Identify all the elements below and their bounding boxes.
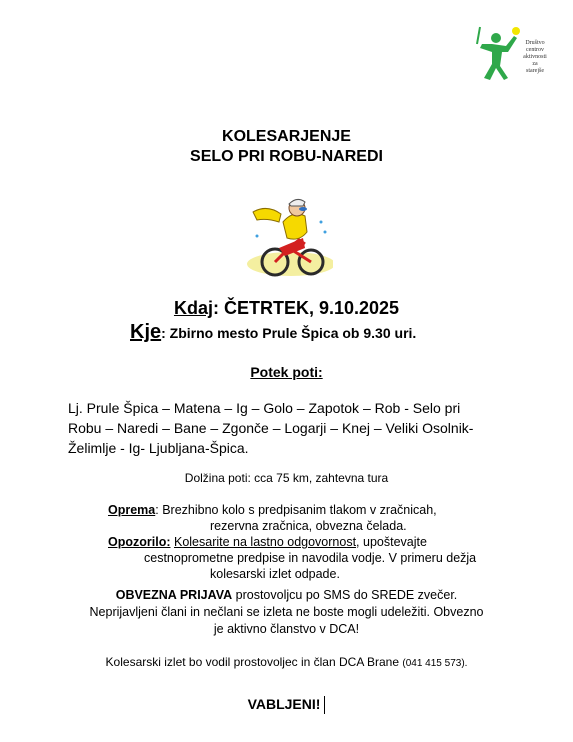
trip-leader <box>0 655 573 669</box>
route-length: Dolžina poti: cca 75 km, zahtevna tura <box>184 471 389 485</box>
when-label: Kdaj <box>173 298 213 318</box>
logo-line: za <box>532 61 538 67</box>
logo-text <box>518 40 552 75</box>
leader-text: Kolesarski izlet bo vodil prostovoljec in član DCA Brane <box>105 655 400 669</box>
event-date <box>0 298 573 319</box>
equipment-section <box>108 502 476 582</box>
warning-line: cestnoprometne predpise in navodila vodje. V primeru dežja <box>144 551 477 565</box>
logo-line: Društvo <box>525 40 545 46</box>
warning-underlined: Kolesarite na lastno odgovornost <box>173 535 357 549</box>
route-heading: Potek poti: <box>250 364 323 380</box>
registration-text: prostovoljcu po SMS do SREDE zvečer. <box>232 588 458 602</box>
text-cursor <box>324 696 325 714</box>
equipment-line <box>108 502 476 518</box>
event-location <box>130 321 416 344</box>
registration-label: OBVEZNA PRIJAVA <box>115 588 233 602</box>
leader-phone: (041 415 573). <box>402 658 468 669</box>
equipment-label: Oprema <box>108 503 156 517</box>
cyclist-icon <box>233 192 333 282</box>
when-value: : ČETRTEK, 9.10.2025 <box>212 298 400 318</box>
warning-line <box>108 534 476 550</box>
where-label: Kje <box>130 321 162 343</box>
cyclist-illustration <box>233 192 333 282</box>
route-line: Robu – Naredi – Bane – Zgonče – Logarji – Knej – Veliki Osolnik- <box>68 420 474 436</box>
registration-line: Neprijavljeni člani in nečlani se izleta ne boste mogli udeležiti. Obvezno <box>89 605 484 619</box>
welcome-text <box>0 696 573 714</box>
event-title <box>0 127 573 167</box>
logo-line: starejše <box>526 68 544 74</box>
welcome-label: VABLJENI! <box>247 696 321 712</box>
dca-logo <box>470 22 550 92</box>
equipment-text: : Brezhibno kolo s predpisanim tlakom v zračnicah, <box>155 503 437 517</box>
registration-line: je aktivno članstvo v DCA! <box>213 622 360 636</box>
warning-label: Opozorilo: <box>108 535 171 549</box>
route-line: Lj. Prule Špica – Matena – Ig – Golo – Zapotok – Rob - Selo pri <box>68 400 461 416</box>
title-line-1: KOLESARJENJE <box>222 128 351 145</box>
where-value: : Zbirno mesto Prule Špica ob 9.30 uri. <box>161 325 417 341</box>
route-description <box>68 398 518 458</box>
warning-line: kolesarski izlet odpade. <box>210 567 340 581</box>
logo-line: aktivnosti <box>523 54 547 60</box>
registration-section <box>0 587 573 638</box>
warning-text: , upoštevajte <box>356 535 427 549</box>
title-line-2: SELO PRI ROBU-NAREDI <box>190 148 383 165</box>
logo-line: centrov <box>526 47 544 53</box>
route-line: Želimlje - Ig- Ljubljana-Špica. <box>68 440 249 456</box>
equipment-line: rezervna zračnica, obvezna čelada. <box>210 519 407 533</box>
registration-line <box>0 587 573 604</box>
